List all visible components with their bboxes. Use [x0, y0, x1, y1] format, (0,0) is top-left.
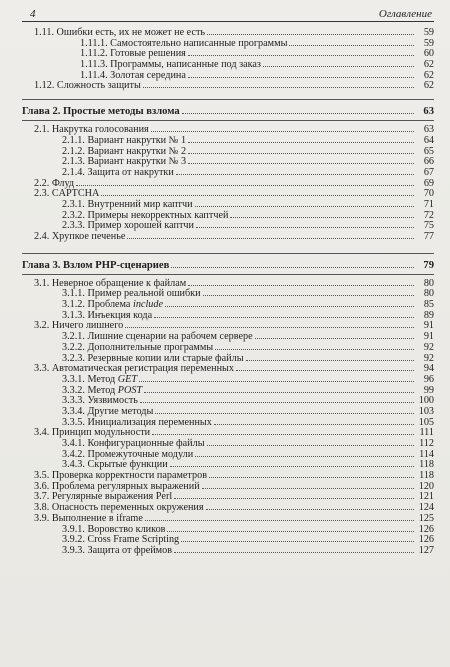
toc-entry-page: 124	[418, 502, 434, 514]
toc-entry-page: 111	[419, 427, 434, 439]
toc-entry-page: 94	[423, 363, 434, 375]
leader-dots	[151, 131, 414, 132]
leader-dots	[188, 77, 414, 78]
toc-entry-page: 59	[423, 27, 434, 38]
chapter3-top-rule	[22, 253, 434, 254]
toc-entry-page: 67	[423, 166, 434, 178]
leader-dots	[236, 370, 414, 371]
chapter3-title: Глава 3. Взлом PHP-сценариев	[22, 259, 170, 271]
toc-entry-page: 127	[418, 544, 434, 556]
toc-entry-title: 1.11.3. Программы, написанные под заказ	[80, 59, 261, 71]
leader-dots	[140, 402, 414, 403]
toc-entry-title: 3.2. Ничего лишнего	[34, 320, 124, 332]
toc-entry-title: 2.1.3. Вариант накрутки № 3	[62, 156, 187, 168]
toc-entry-title: 3.8. Опасность переменных окружения	[34, 502, 204, 514]
table-of-contents	[22, 28, 434, 557]
leader-dots	[143, 87, 414, 88]
leader-dots	[101, 195, 414, 196]
leader-dots	[171, 267, 414, 268]
leader-dots	[144, 392, 414, 393]
chapter2-title: Глава 2. Простые методы взлома	[22, 106, 180, 118]
toc-entry[interactable]	[22, 81, 434, 92]
toc-entry-page: 69	[423, 177, 434, 189]
toc-entry-page: 72	[423, 209, 434, 221]
toc-entry-page: 100	[418, 395, 434, 407]
toc-entry-page: 62	[423, 69, 434, 81]
leader-dots	[230, 217, 414, 218]
leader-dots	[207, 445, 414, 446]
toc-entry-page: 118	[419, 459, 434, 471]
chapter3-heading[interactable]	[22, 259, 434, 272]
toc-entry-title: 2.1.4. Защита от накрутки	[62, 166, 174, 178]
leader-dots	[155, 413, 414, 414]
toc-entry-title: 3.2.3. Резервные копии или старые файлы	[62, 352, 244, 364]
toc-entry-title: 1.12. Сложность защиты	[34, 80, 141, 92]
leader-dots	[154, 317, 414, 318]
chapter3-rule	[22, 274, 434, 275]
leader-dots	[255, 338, 414, 339]
toc-entry-title: 3.1.3. Инъекция кода	[62, 309, 153, 321]
leader-dots	[188, 142, 414, 143]
chapter3-page: 79	[423, 259, 434, 271]
toc-entry-title: 2.2. Флуд	[34, 177, 75, 189]
toc-entry-title: 3.2.1. Лишние сценарии на рабочем сервере	[62, 331, 253, 343]
toc-entry-title: 3.3.1. Метод GET	[62, 373, 138, 385]
toc-entry[interactable]	[22, 546, 434, 557]
toc-entry-page: 65	[423, 145, 434, 157]
chapter2-top-rule	[22, 99, 434, 100]
toc-entry-page: 91	[423, 331, 434, 343]
toc-entry-page: 66	[423, 156, 434, 168]
toc-entry-page: 89	[423, 309, 434, 321]
toc-entry-page: 62	[423, 80, 434, 92]
leader-dots	[246, 360, 414, 361]
leader-dots	[263, 66, 414, 67]
toc-entry-page: 63	[423, 124, 434, 136]
toc-entry-title: 3.9.3. Защита от фреймов	[62, 544, 173, 556]
toc-entry-page: 125	[418, 512, 434, 524]
leader-dots	[214, 424, 414, 425]
toc-entry-title: 3.3. Автоматическая регистрация переменных	[34, 363, 234, 375]
toc-entry-title: 3.5. Проверка корректности параметров	[34, 470, 208, 482]
leader-dots	[188, 153, 414, 154]
leader-dots	[196, 227, 414, 228]
page-header	[22, 6, 434, 20]
toc-entry-title: 2.1.1. Вариант накрутки № 1	[62, 134, 187, 146]
leader-dots	[195, 456, 414, 457]
toc-entry-page: 59	[423, 37, 434, 49]
toc-entry-page: 126	[418, 534, 434, 546]
toc-entry-title: 3.6. Проблема регулярных выражений	[34, 480, 200, 492]
toc-entry-title: 3.4. Принцип модульности	[34, 427, 151, 439]
leader-dots	[206, 509, 414, 510]
toc-entry-page: 75	[423, 220, 434, 232]
toc-entry-title: 3.1. Неверное обращение к файлам	[34, 277, 187, 289]
toc-entry-page: 91	[423, 320, 434, 332]
leader-dots	[181, 541, 414, 542]
toc-entry-title: 2.3.1. Внутренний мир каптчи	[62, 198, 193, 210]
chapter2-heading[interactable]	[22, 105, 434, 118]
toc-entry-title: 3.4.2. Промежуточные модули	[62, 448, 194, 460]
toc-entry-title: 3.2.2. Дополнительные программы	[62, 341, 214, 353]
toc-entry-page: 77	[423, 231, 434, 242]
running-title: Оглавление	[378, 8, 432, 20]
leader-dots	[176, 174, 414, 175]
leader-dots	[170, 466, 414, 467]
chapter2-rule	[22, 120, 434, 121]
leader-dots	[188, 163, 414, 164]
toc-entry[interactable]	[22, 232, 434, 243]
chapter3-entries	[22, 279, 434, 557]
toc-entry-title: 1.11.4. Золотая середина	[80, 69, 186, 81]
leader-dots	[152, 434, 414, 435]
toc-entry-title: 2.1.2. Вариант накрутки № 2	[62, 145, 187, 157]
toc-entry-page: 71	[423, 198, 434, 210]
leader-dots	[207, 34, 414, 35]
chapter2-entries	[22, 125, 434, 243]
toc-entry-title: 1.11.2. Готовые решения	[80, 48, 186, 60]
toc-entry-title: 3.9.1. Воровство кликов	[62, 523, 166, 535]
toc-entry-title: 1.11. Ошибки есть, их не может не есть	[34, 27, 206, 38]
leader-dots	[165, 306, 414, 307]
toc-entry-page: 80	[423, 288, 434, 300]
header-rule	[22, 21, 434, 22]
toc-entry-page: 80	[423, 277, 434, 289]
leader-dots	[145, 520, 414, 521]
toc-entry-page: 92	[423, 352, 434, 364]
leader-dots	[174, 498, 414, 499]
leader-dots	[203, 295, 414, 296]
toc-entry-page: 85	[423, 299, 434, 311]
toc-entry-page: 92	[423, 341, 434, 353]
leader-dots	[174, 552, 414, 553]
toc-entry-page: 118	[419, 470, 434, 482]
toc-entry-page: 105	[418, 416, 434, 428]
toc-entry-title: 2.3.3. Пример хорошей каптчи	[62, 220, 194, 232]
leader-dots	[76, 185, 414, 186]
leader-dots	[215, 349, 414, 350]
leader-dots	[139, 381, 414, 382]
toc-entry-title: 3.9.2. Cross Frame Scripting	[62, 534, 180, 546]
toc-entry-page: 126	[418, 523, 434, 535]
toc-entry-title: 1.11.1. Самостоятельно написанные программы	[80, 37, 288, 49]
toc-entry-page: 96	[423, 373, 434, 385]
leader-dots	[188, 285, 414, 286]
toc-entry-page: 99	[423, 384, 434, 396]
leader-dots	[188, 55, 414, 56]
toc-entry-page: 62	[423, 59, 434, 71]
toc-entry-title: 3.4.3. Скрытые функции	[62, 459, 168, 471]
toc-entry-title: 3.3.5. Инициализация переменных	[62, 416, 212, 428]
toc-entry-title: 3.3.2. Метод POST	[62, 384, 143, 396]
toc-entry-title: 3.9. Выполнение в iframe	[34, 512, 143, 524]
leader-dots	[195, 206, 414, 207]
toc-entry-page: 114	[419, 448, 434, 460]
toc-entry-title: 2.3.2. Примеры некорректных каптчей	[62, 209, 229, 221]
toc-entry[interactable]	[22, 168, 434, 179]
toc-entry-title: 3.7. Регулярные выражения Perl	[34, 491, 173, 503]
toc-entry-page: 60	[423, 48, 434, 60]
toc-entry-title: 3.4.1. Конфигурационные файлы	[62, 438, 205, 449]
toc-entry-title: 3.3.3. Уязвимость	[62, 395, 138, 407]
leader-dots	[209, 477, 414, 478]
toc-entry-page: 120	[418, 480, 434, 492]
leader-dots	[125, 327, 414, 328]
toc-entry-title: 2.3. CAPTCHA	[34, 188, 100, 200]
toc-entry-title: 2.4. Хрупкое печенье	[34, 231, 126, 242]
page-number: 4	[30, 8, 36, 20]
toc-entry-title: 3.1.2. Проблема include	[62, 299, 163, 311]
toc-entry-page: 121	[418, 491, 434, 503]
toc-entry-title: 3.3.4. Другие методы	[62, 405, 154, 417]
leader-dots	[289, 45, 414, 46]
leader-dots	[167, 531, 414, 532]
leader-dots	[127, 238, 414, 239]
toc-entry-page: 64	[423, 134, 434, 146]
toc-entry-title: 3.1.1. Пример реальной ошибки	[62, 288, 201, 300]
leader-dots	[202, 488, 414, 489]
toc-entry-title: 2.1. Накрутка голосования	[34, 124, 149, 136]
toc-entry-page: 103	[418, 405, 434, 417]
toc-entry-page: 112	[419, 438, 434, 449]
toc-entry-page: 70	[423, 188, 434, 200]
chapter2-page: 63	[423, 106, 434, 118]
leader-dots	[182, 113, 414, 114]
chapter1-entries	[22, 28, 434, 92]
